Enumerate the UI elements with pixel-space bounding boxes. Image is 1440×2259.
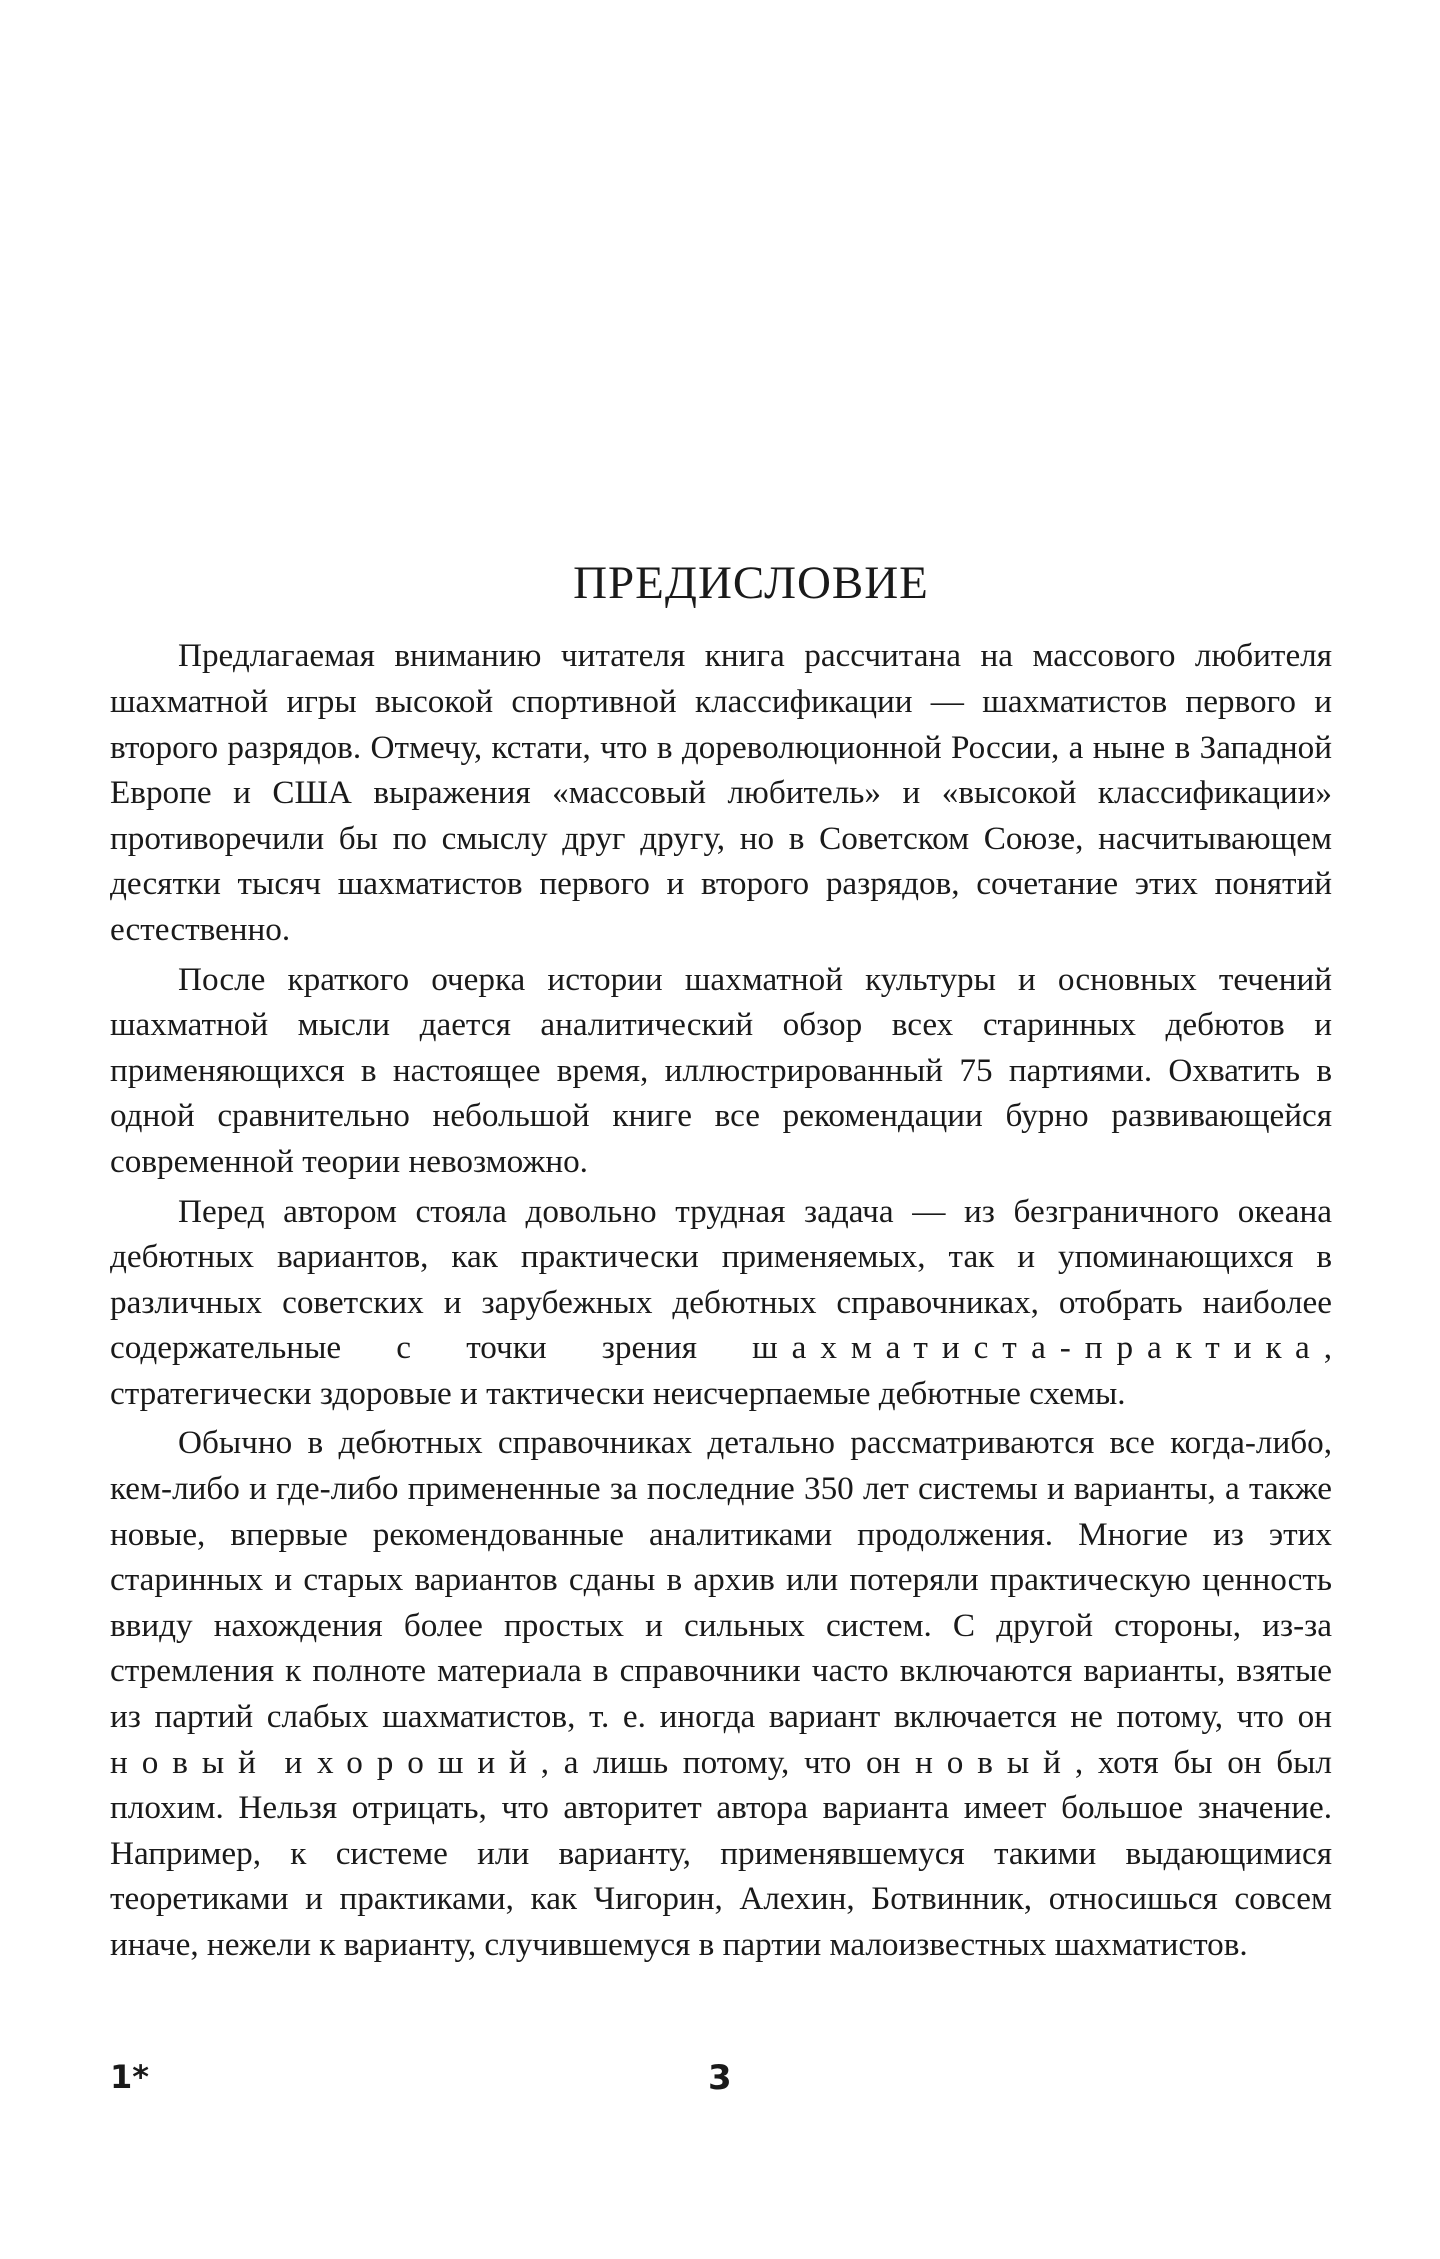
paragraph-2-text: После краткого очерка истории шахматной культуры и основных течений шахматной мысли дается аналитический обзор всех старинных дебютов и применяющихся в настоящее время, иллюстрированный 75 партиями. Охватить в одной сравнительно небольшой книге все рекомендации бурно развивающейся современной теории невозможно. — [110, 960, 1332, 1180]
page-number: 3 — [708, 2058, 732, 2098]
paragraph-1 — [110, 633, 1332, 952]
spaced-emphasis-chess-practitioner: шахматиста-практика — [752, 1329, 1324, 1367]
paragraph-3-text-a: Перед автором стояла довольно трудная задача — из безграничного океана дебютных вариантов, как практически применяемых, так и упоминающихся в различных советских и зарубежных дебютных справочниках, отобрать наиболее содержательные с точки зрения — [110, 1192, 1332, 1367]
document-page — [110, 555, 1332, 1972]
paragraph-4-text-a: Обычно в дебютных справочниках детально рассматриваются все когда-либо, кем-либо и где-либо примененные за последние 350 лет системы и варианты, а также новые, впервые рекомендованные аналитиками продолжения. Многие из этих старинных и старых вариантов сданы в архив или потеряли практическую ценность ввиду нахождения более простых и сильных систем. С другой стороны, из-за стремления к полноте материала в справочники часто включаются варианты, взятые из партий слабых шахматистов, т. е. иногда вариант включается не потому, что он — [110, 1424, 1332, 1736]
paragraph-4 — [110, 1420, 1332, 1967]
paragraph-4-text-d: , хотя бы он был плохим. Нельзя отрицать, что авторитет автора варианта имеет большое значение. Например, к системе или варианту, применявшемуся такими выдающимися теоретиками и практиками, как Чигорин, Алехин, Ботвинник, относишься совсем иначе, нежели к варианту, случившемуся в партии малоизвестных шахматистов. — [110, 1743, 1332, 1964]
paragraph-2 — [110, 957, 1332, 1185]
spaced-emphasis-good: хороший — [316, 1743, 541, 1781]
paragraph-3 — [110, 1189, 1332, 1417]
paragraph-4-text-c: , а лишь потому, что он — [540, 1743, 916, 1781]
paragraph-1-text: Предлагаемая вниманию читателя книга рассчитана на массового любителя шахматной игры высокой спортивной классификации — шахматистов первого и второго разрядов. Отмечу, кстати, что в дореволюционной России, а ныне в Западной Европе и США выражения «массовый любитель» и «высокой классификации» противоречили бы по смыслу друг другу, но в Советском Союзе, насчитывающем десятки тысяч шахматистов первого и второго разрядов, сочетание этих понятий естественно. — [110, 637, 1332, 948]
paragraph-3-text-b: , стратегически здоровые и тактически неисчерпаемые дебютные схемы. — [110, 1329, 1332, 1412]
spaced-emphasis-new-2: новый — [915, 1743, 1075, 1781]
paragraph-4-text-b: и — [269, 1743, 317, 1781]
page-title: ПРЕДИСЛОВИЕ — [573, 557, 929, 609]
spaced-emphasis-new-1: новый — [110, 1743, 270, 1781]
signature-mark: 1* — [110, 2058, 149, 2096]
page-footer — [0, 2058, 1440, 2108]
